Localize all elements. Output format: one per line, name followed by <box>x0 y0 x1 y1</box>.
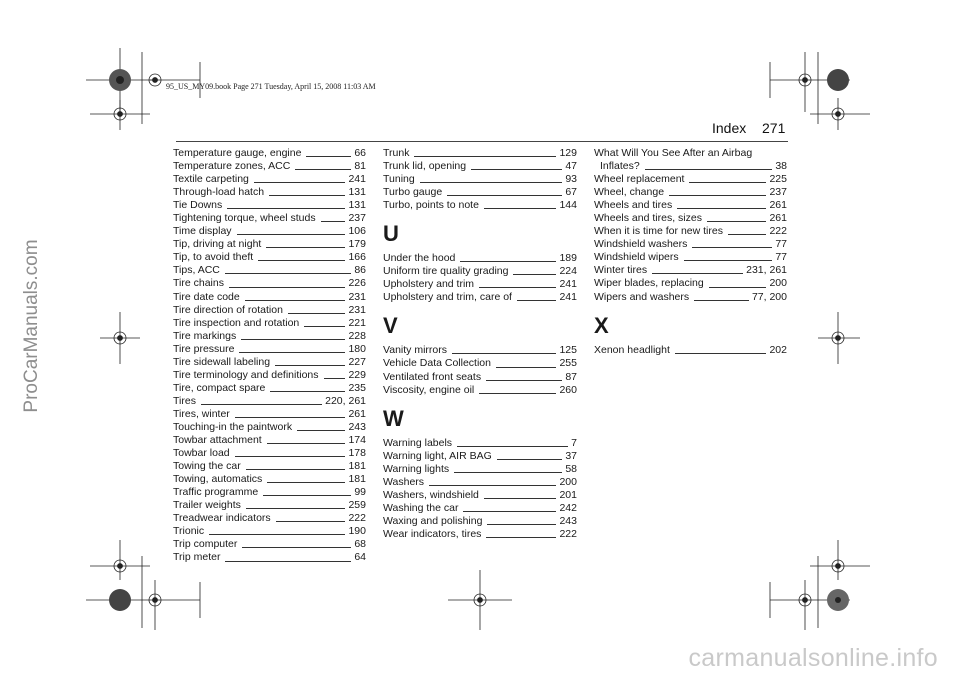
leader-line <box>460 261 556 262</box>
leader-line <box>306 156 351 157</box>
index-entry-term: When it is time for new tires <box>594 225 723 238</box>
index-entry <box>383 476 577 489</box>
leader-line <box>235 417 346 418</box>
leader-line <box>728 234 767 235</box>
leader-line <box>652 273 743 274</box>
index-entry <box>594 251 787 264</box>
leader-line <box>669 195 766 196</box>
index-entry-page: 58 <box>565 462 577 475</box>
index-entry-page: 260 <box>559 383 577 396</box>
leader-line <box>241 339 345 340</box>
leader-line <box>266 247 345 248</box>
index-entry <box>173 225 366 238</box>
index-entry-page: 131 <box>348 186 366 199</box>
index-entry-term: Wheel, change <box>594 186 665 199</box>
leader-line <box>517 300 557 301</box>
index-entry-term: Vehicle Data Collection <box>383 357 491 370</box>
index-entry-term: Wipers and washers <box>594 290 690 303</box>
index-entry-page: 202 <box>769 343 787 356</box>
index-entry-page: 243 <box>559 514 577 527</box>
index-entry-page: 93 <box>565 173 577 186</box>
index-entry <box>173 512 366 525</box>
index-entry-page: 77 <box>775 238 787 251</box>
index-entry <box>383 278 577 291</box>
index-entry <box>173 447 366 460</box>
index-entry <box>594 225 787 238</box>
index-entry-term: What Will You See After an Airbag <box>594 147 753 159</box>
index-entry-term: Textile carpeting <box>173 173 249 186</box>
leader-line <box>269 195 345 196</box>
index-entry <box>173 460 366 473</box>
index-entry-term: Waxing and polishing <box>383 514 483 527</box>
index-entry-term: Warning labels <box>383 436 453 449</box>
index-entry-term: Wiper blades, replacing <box>594 277 704 290</box>
index-entry-page: 225 <box>769 173 787 186</box>
index-entry <box>173 173 366 186</box>
index-entry-page: 129 <box>559 147 577 159</box>
index-entry-page: 235 <box>348 381 366 394</box>
index-entry-page: 220, 261 <box>325 394 366 407</box>
leader-line <box>645 169 773 170</box>
leader-line <box>324 378 346 379</box>
index-entry-term: Towbar attachment <box>173 434 262 447</box>
index-entry <box>383 463 577 476</box>
index-entry-page: 261 <box>769 212 787 225</box>
index-entry <box>383 344 577 357</box>
index-entry-page: 67 <box>565 186 577 199</box>
index-entry <box>173 277 366 290</box>
index-entry <box>383 450 577 463</box>
index-entry-term: Touching-in the paintwork <box>173 420 293 433</box>
index-entry <box>173 186 366 199</box>
index-entry-term: Tire markings <box>173 329 237 342</box>
index-entry-page: 178 <box>348 447 366 460</box>
index-entry <box>173 434 366 447</box>
index-entry-page: 77 <box>775 251 787 264</box>
index-entry-term: Windshield washers <box>594 238 688 251</box>
index-entry-term: Through-load hatch <box>173 186 265 199</box>
leader-line <box>237 234 346 235</box>
index-entry <box>383 147 577 160</box>
leader-line <box>420 182 563 183</box>
index-entry <box>383 186 577 199</box>
leader-line <box>209 534 345 535</box>
index-entry <box>594 212 787 225</box>
index-entry <box>173 382 366 395</box>
index-entry <box>383 528 577 541</box>
index-entry-term: Vanity mirrors <box>383 344 447 357</box>
index-entry-page: 201 <box>559 488 577 501</box>
leader-line <box>484 208 557 209</box>
leader-line <box>246 508 346 509</box>
index-entry-page: 99 <box>354 486 366 499</box>
index-entry <box>594 344 787 357</box>
index-entry-page: 87 <box>565 370 577 383</box>
page-number: 271 <box>762 120 786 136</box>
index-entry-term: Trip computer <box>173 538 238 551</box>
index-entry <box>173 356 366 369</box>
index-entry <box>383 489 577 502</box>
leader-line <box>263 495 351 496</box>
bottom-watermark: carmanualsonline.info <box>688 644 938 672</box>
index-entry-page: 64 <box>354 551 366 564</box>
index-entry-term: Washers, windshield <box>383 488 479 501</box>
index-entry <box>173 343 366 356</box>
index-entry-term: Wear indicators, tires <box>383 527 482 540</box>
leader-line <box>677 208 766 209</box>
leader-line <box>457 446 568 447</box>
index-entry-term: Trionic <box>173 525 205 538</box>
leader-line <box>675 353 767 354</box>
index-entry-term: Tire, compact spare <box>173 381 266 394</box>
header-rule <box>176 141 788 142</box>
index-entry-term: Tips, ACC <box>173 264 220 277</box>
index-section-letter: U <box>383 221 399 247</box>
leader-line <box>447 195 562 196</box>
index-entry <box>173 499 366 512</box>
index-entry-term: Tip, to avoid theft <box>173 251 254 264</box>
index-entry-page: 243 <box>348 420 366 433</box>
index-entry-line <box>594 147 787 160</box>
index-entry-term: Washing the car <box>383 501 459 514</box>
index-entry <box>173 147 366 160</box>
index-entry-page: 81 <box>354 160 366 173</box>
index-entry <box>383 371 577 384</box>
index-entry-term: Washers <box>383 475 425 488</box>
index-entry-term: Tire inspection and rotation <box>173 316 300 329</box>
index-entry <box>173 330 366 343</box>
leader-line <box>513 274 556 275</box>
index-entry-page: 261 <box>348 407 366 420</box>
index-entry <box>173 538 366 551</box>
index-entry-page: 77, 200 <box>751 290 787 303</box>
index-entry-term: Tightening torque, wheel studs <box>173 212 316 225</box>
leader-line <box>304 326 345 327</box>
index-entry-page: 47 <box>565 160 577 173</box>
index-entry <box>173 199 366 212</box>
leader-line <box>429 485 556 486</box>
index-entry-page: 66 <box>354 147 366 159</box>
leader-line <box>297 430 345 431</box>
index-entry <box>173 212 366 225</box>
index-entry-term: Towbar load <box>173 447 230 460</box>
index-entry-continuation: Inflates? <box>600 160 640 173</box>
index-entry-page: 37 <box>565 449 577 462</box>
index-entry-page: 231 <box>348 303 366 316</box>
index-entry-page: 241 <box>348 173 366 186</box>
index-entry-term: Upholstery and trim <box>383 278 475 291</box>
index-entry <box>173 238 366 251</box>
index-entry-term: Tire sidewall labeling <box>173 355 271 368</box>
index-entry <box>594 160 787 173</box>
index-entry-page: 221 <box>348 316 366 329</box>
index-entry-page: 181 <box>348 460 366 473</box>
index-entry-term: Temperature zones, ACC <box>173 160 291 173</box>
index-entry <box>173 251 366 264</box>
index-entry-term: Wheels and tires, sizes <box>594 212 702 225</box>
index-entry-page: 144 <box>559 199 577 212</box>
index-entry-page: 200 <box>769 277 787 290</box>
index-entry <box>594 186 787 199</box>
index-entry-term: Trunk <box>383 147 410 159</box>
index-entry-page: 231, 261 <box>746 264 787 277</box>
index-entry-term: Temperature gauge, engine <box>173 147 302 159</box>
index-entry <box>594 199 787 212</box>
index-entry <box>383 173 577 186</box>
leader-line <box>479 287 556 288</box>
leader-line <box>288 313 346 314</box>
index-entry-term: Tire direction of rotation <box>173 303 283 316</box>
index-entry <box>173 525 366 538</box>
leader-line <box>454 472 562 473</box>
index-entry-term: Tire date code <box>173 290 240 303</box>
index-entry-term: Winter tires <box>594 264 648 277</box>
index-entry <box>594 277 787 290</box>
index-entry <box>173 317 366 330</box>
leader-line <box>239 352 345 353</box>
leader-line <box>496 367 556 368</box>
index-entry <box>594 291 787 304</box>
index-entry-page: 228 <box>348 329 366 342</box>
index-entry-term: Turbo, points to note <box>383 199 479 212</box>
leader-line <box>486 537 556 538</box>
index-entry-term: Warning light, AIR BAG <box>383 449 492 462</box>
index-entry-term: Turbo gauge <box>383 186 443 199</box>
index-entry <box>383 502 577 515</box>
leader-line <box>497 459 563 460</box>
index-entry-page: 190 <box>348 525 366 538</box>
index-section-letter: V <box>383 313 398 339</box>
index-entry-page: 106 <box>348 225 366 238</box>
index-entry-term: Xenon headlight <box>594 343 670 356</box>
index-entry-page: 229 <box>348 368 366 381</box>
leader-line <box>275 365 345 366</box>
index-entry-term: Towing the car <box>173 460 241 473</box>
index-entry-term: Towing, automatics <box>173 473 263 486</box>
leader-line <box>479 393 556 394</box>
index-entry-page: 179 <box>348 238 366 251</box>
index-entry-page: 125 <box>559 344 577 357</box>
leader-line <box>694 300 749 301</box>
leader-line <box>463 511 556 512</box>
index-entry-page: 242 <box>559 501 577 514</box>
index-entry-page: 241 <box>559 291 577 304</box>
index-entry <box>383 384 577 397</box>
index-entry-term: Trailer weights <box>173 499 241 512</box>
index-entry <box>383 291 577 304</box>
leader-line <box>267 443 346 444</box>
index-entry-page: 180 <box>348 342 366 355</box>
index-entry-term: Trunk lid, opening <box>383 160 467 173</box>
leader-line <box>276 521 346 522</box>
index-entry <box>383 252 577 265</box>
index-entry-page: 227 <box>348 355 366 368</box>
index-entry-page: 222 <box>348 512 366 525</box>
index-entry <box>594 264 787 277</box>
index-entry-term: Uniform tire quality grading <box>383 265 509 278</box>
index-entry-page: 174 <box>348 434 366 447</box>
leader-line <box>321 221 346 222</box>
index-entry-term: Tire terminology and definitions <box>173 368 319 381</box>
index-entry-term: Tires <box>173 394 196 407</box>
leader-line <box>471 169 562 170</box>
index-entry-term: Viscosity, engine oil <box>383 383 475 396</box>
index-entry <box>383 199 577 212</box>
index-entry <box>173 408 366 421</box>
leader-line <box>258 260 345 261</box>
leader-line <box>689 182 766 183</box>
index-entry <box>173 395 366 408</box>
index-entry-page: 237 <box>769 186 787 199</box>
index-entry <box>173 264 366 277</box>
index-entry <box>383 357 577 370</box>
index-entry <box>383 515 577 528</box>
index-entry <box>594 173 787 186</box>
index-entry <box>383 265 577 278</box>
index-section-letter: W <box>383 405 404 431</box>
index-entry-page: 226 <box>348 277 366 290</box>
index-entry-term: Tip, driving at night <box>173 238 262 251</box>
leader-line <box>201 404 322 405</box>
index-entry-term: Tire pressure <box>173 342 235 355</box>
index-entry <box>383 437 577 450</box>
index-column-2 <box>383 147 577 541</box>
index-entry <box>173 291 366 304</box>
index-entry-page: 241 <box>559 278 577 291</box>
leader-line <box>227 208 345 209</box>
leader-line <box>229 287 346 288</box>
leader-line <box>295 169 351 170</box>
leader-line <box>692 247 772 248</box>
index-entry-term: Under the hood <box>383 252 456 265</box>
index-entry-page: 181 <box>348 473 366 486</box>
leader-line <box>684 260 773 261</box>
page-section-title: Index <box>712 120 747 136</box>
leader-line <box>225 273 351 274</box>
index-entry-page: 38 <box>775 160 787 173</box>
index-entry-page: 131 <box>348 199 366 212</box>
index-entry-term: Wheel replacement <box>594 173 685 186</box>
index-entry <box>173 304 366 317</box>
index-entry-term: Tires, winter <box>173 407 230 420</box>
index-entry-term: Traffic programme <box>173 486 259 499</box>
index-entry <box>383 160 577 173</box>
index-entry-term: Trip meter <box>173 551 221 564</box>
side-watermark: ProCarManuals.com <box>21 239 42 413</box>
index-entry-term: Treadwear indicators <box>173 512 271 525</box>
index-entry-page: 7 <box>571 436 577 449</box>
index-section-letter: X <box>594 312 609 338</box>
index-entry-page: 200 <box>559 475 577 488</box>
index-entry-term: Warning lights <box>383 462 450 475</box>
leader-line <box>452 353 556 354</box>
index-entry <box>173 421 366 434</box>
leader-line <box>245 300 346 301</box>
leader-line <box>270 391 345 392</box>
index-entry <box>594 238 787 251</box>
index-entry-page: 224 <box>559 265 577 278</box>
index-entry-term: Wheels and tires <box>594 199 673 212</box>
leader-line <box>225 561 351 562</box>
index-entry-term: Tuning <box>383 173 415 186</box>
index-column-1 <box>173 147 366 565</box>
leader-line <box>487 524 556 525</box>
index-entry-page: 68 <box>354 538 366 551</box>
index-entry-page: 237 <box>348 212 366 225</box>
index-entry-page: 222 <box>769 225 787 238</box>
index-entry-term: Windshield wipers <box>594 251 679 264</box>
index-entry-page: 166 <box>348 251 366 264</box>
leader-line <box>246 469 346 470</box>
index-entry-page: 255 <box>559 357 577 370</box>
index-entry-term: Time display <box>173 225 232 238</box>
index-entry-term: Upholstery and trim, care of <box>383 291 512 304</box>
leader-line <box>707 221 767 222</box>
leader-line <box>235 456 346 457</box>
index-entry-term: Tie Downs <box>173 199 223 212</box>
index-entry-page: 86 <box>354 264 366 277</box>
print-slug: 95_US_MY09.book Page 271 Tuesday, April 15, 2008 11:03 AM <box>166 82 376 91</box>
index-entry <box>173 551 366 564</box>
index-entry-term: Ventilated front seats <box>383 370 482 383</box>
leader-line <box>414 156 556 157</box>
index-entry-page: 189 <box>559 252 577 265</box>
index-entry-page: 231 <box>348 290 366 303</box>
index-entry <box>173 486 366 499</box>
leader-line <box>267 482 345 483</box>
index-entry-page: 259 <box>348 499 366 512</box>
index-entry <box>173 160 366 173</box>
index-entry-term: Tire chains <box>173 277 224 290</box>
leader-line <box>486 380 562 381</box>
leader-line <box>709 287 767 288</box>
index-entry <box>173 473 366 486</box>
index-entry-page: 261 <box>769 199 787 212</box>
leader-line <box>242 547 351 548</box>
index-column-3 <box>594 147 787 357</box>
leader-line <box>254 182 346 183</box>
index-entry <box>173 369 366 382</box>
index-entry-page: 222 <box>559 527 577 540</box>
leader-line <box>484 498 557 499</box>
